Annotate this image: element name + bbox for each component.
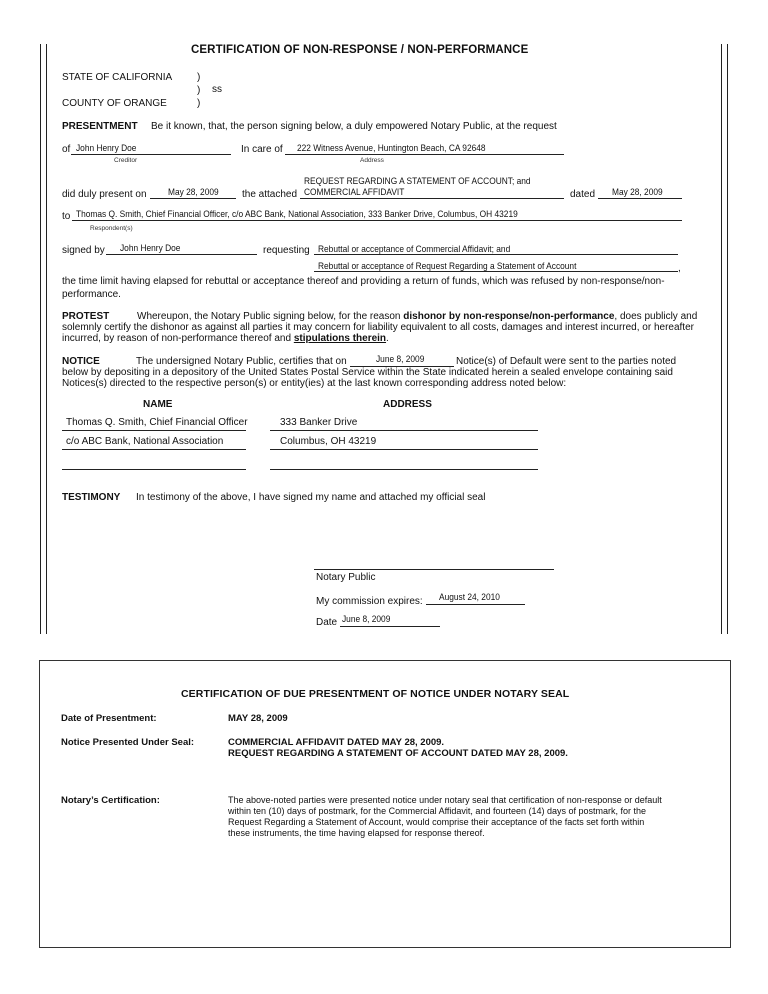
date-of-presentment-value: MAY 28, 2009 [228,713,288,724]
date-label: Date [316,617,338,628]
notice-under-seal-value-2: REQUEST REGARDING A STATEMENT OF ACCOUNT DATED MAY 28, 2009. [228,748,568,759]
address-column-header: ADDRESS [383,399,432,410]
requesting-comma: , [678,263,681,274]
party-name-line-1 [62,430,246,431]
dated-label: dated [570,189,596,200]
attached-line-2: COMMERCIAL AFFIDAVIT [304,187,405,198]
party-name-line-3 [62,469,246,470]
protest-line-2: solemnly certify the dishonor as against all parties it may concern for liability equivalent to all costs, damages and interest incurred, or hereafter [62,322,694,333]
creditor-value: John Henry Doe [76,143,137,154]
present-date-value: May 28, 2009 [168,187,219,198]
notary-certification-line-2: within ten (10) days of postmark, for the Commercial Affidavit, and fourteen (14) days of postmark, for the [228,806,647,816]
presentment-intro: Be it known, that, the person signing below, a duly empowered Notary Public, at the request [151,121,557,132]
presentment-heading: PRESENTMENT [62,121,138,132]
in-care-of-label: In care of [241,144,283,155]
state-label: STATE OF CALIFORNIA [62,72,173,83]
party-address-line-2 [270,449,538,450]
time-limit-line-2: performance. [62,289,121,300]
testimony-heading: TESTIMONY [62,492,121,503]
testimony-text: In testimony of the above, I have signed my name and attached my official seal [136,492,486,503]
signer-line [106,254,257,255]
party-name-1: Thomas Q. Smith, Chief Financial Officer [66,417,248,428]
requesting-value-1: Rebuttal or acceptance of Commercial Affidavit; and [318,244,511,255]
protest-text-a: Whereupon, the Notary Public signing below, for the reason [137,311,401,322]
party-address-2: Columbus, OH 43219 [280,436,377,447]
requesting-label: requesting [263,245,310,256]
protest-dishonor: dishonor by non-response/non-performance [403,311,615,322]
notice-text-b: Notice(s) of Default were sent to the parties noted [456,356,677,367]
party-address-line-3 [270,469,538,470]
notice-under-seal-label: Notice Presented Under Seal: [61,737,195,748]
venue-paren-1: ) [197,72,201,83]
protest-heading: PROTEST [62,311,110,322]
date-of-presentment-label: Date of Presentment: [61,713,157,724]
due-presentment-title: CERTIFICATION OF DUE PRESENTMENT OF NOTICE UNDER NOTARY SEAL [181,688,570,700]
notary-certification-line-3: Request Regarding a Statement of Account, would comprise their acceptance of the facts set forth within [228,817,645,827]
notice-heading: NOTICE [62,356,100,367]
signed-by-label: signed by [62,245,105,256]
date-value: June 8, 2009 [342,614,391,625]
party-name-line-2 [62,449,246,450]
notice-line-2: below by depositing in a depository of the United States Postal Service within the State indicated herein a sealed envelope containing said [62,367,673,378]
left-border-rule-inner [46,44,47,634]
notary-certification-line-4: these instruments, the time having elapsed for response thereof. [228,828,485,838]
commission-date-line [426,604,525,605]
party-address-line-1 [270,430,538,431]
address-caption: Address [360,157,384,164]
protest-line-3-end: . [386,333,389,344]
party-name-2: c/o ABC Bank, National Association [66,436,224,447]
date-line [340,626,440,627]
venue-paren-3: ) [197,98,201,109]
notary-certification-line-1: The above-noted parties were presented notice under notary seal that certification of non-response or default [228,795,662,805]
address-value: 222 Witness Avenue, Huntington Beach, CA 92648 [297,143,486,154]
dated-value: May 28, 2009 [612,187,663,198]
venue-paren-2: ) [197,85,201,96]
signer-value: John Henry Doe [120,243,181,254]
to-label: to [62,211,71,222]
creditor-caption: Creditor [114,157,138,164]
did-present-label: did duly present on [62,189,147,200]
notary-certification-label: Notary’s Certification: [61,795,160,806]
notice-under-seal-value-1: COMMERCIAL AFFIDAVIT DATED MAY 28, 2009. [228,737,445,748]
stipulations-link: stipulations therein [293,333,387,344]
address-line [285,154,564,155]
name-column-header: NAME [143,399,173,410]
left-border-rule [40,44,41,634]
right-border-rule [721,44,722,634]
respondent-caption: Respondent(s) [90,225,133,232]
dated-line [598,198,682,199]
party-address-1: 333 Banker Drive [280,417,358,428]
attached-label: the attached [242,189,298,200]
requesting-value-2: Rebuttal or acceptance of Request Regarding a Statement of Account [318,261,577,272]
attached-line-1: REQUEST REGARDING A STATEMENT OF ACCOUNT; and [304,176,531,187]
county-label: COUNTY OF ORANGE [62,98,167,109]
notice-date-value: June 8, 2009 [376,354,425,365]
commission-label: My commission expires: [316,596,423,607]
respondent-value: Thomas Q. Smith, Chief Financial Officer, c/o ABC Bank, National Association, 333 Banker Drive, Columbus, OH 43219 [76,209,518,220]
notice-line-3: Notices(s) directed to the respective person(s) or entity(ies) at the last known corresponding address noted below: [62,378,567,389]
respondent-line [72,220,682,221]
present-date-line [150,198,236,199]
notary-public-label: Notary Public [316,572,376,583]
right-border-rule-outer [727,44,728,634]
notice-text-a: The undersigned Notary Public, certifies that on [136,356,347,367]
protest-line-3 [62,333,389,344]
time-limit-line-1: the time limit having elapsed for rebuttal or acceptance thereof and providing a return of funds, which was refused by non-response/non- [62,276,665,287]
protest-line-3-text: incurred, by reason of non-performance thereof and [62,333,292,344]
protest-text-b: , does publicly and [614,311,698,322]
notary-signature-line [314,569,554,570]
protest-line-1 [137,311,697,322]
creditor-line [71,154,231,155]
page-title: CERTIFICATION OF NON-RESPONSE / NON-PERFORMANCE [191,44,529,56]
attached-line [300,198,564,199]
of-label: of [62,144,71,155]
commission-date-value: August 24, 2010 [439,592,500,603]
venue-ss: ss [212,84,222,95]
